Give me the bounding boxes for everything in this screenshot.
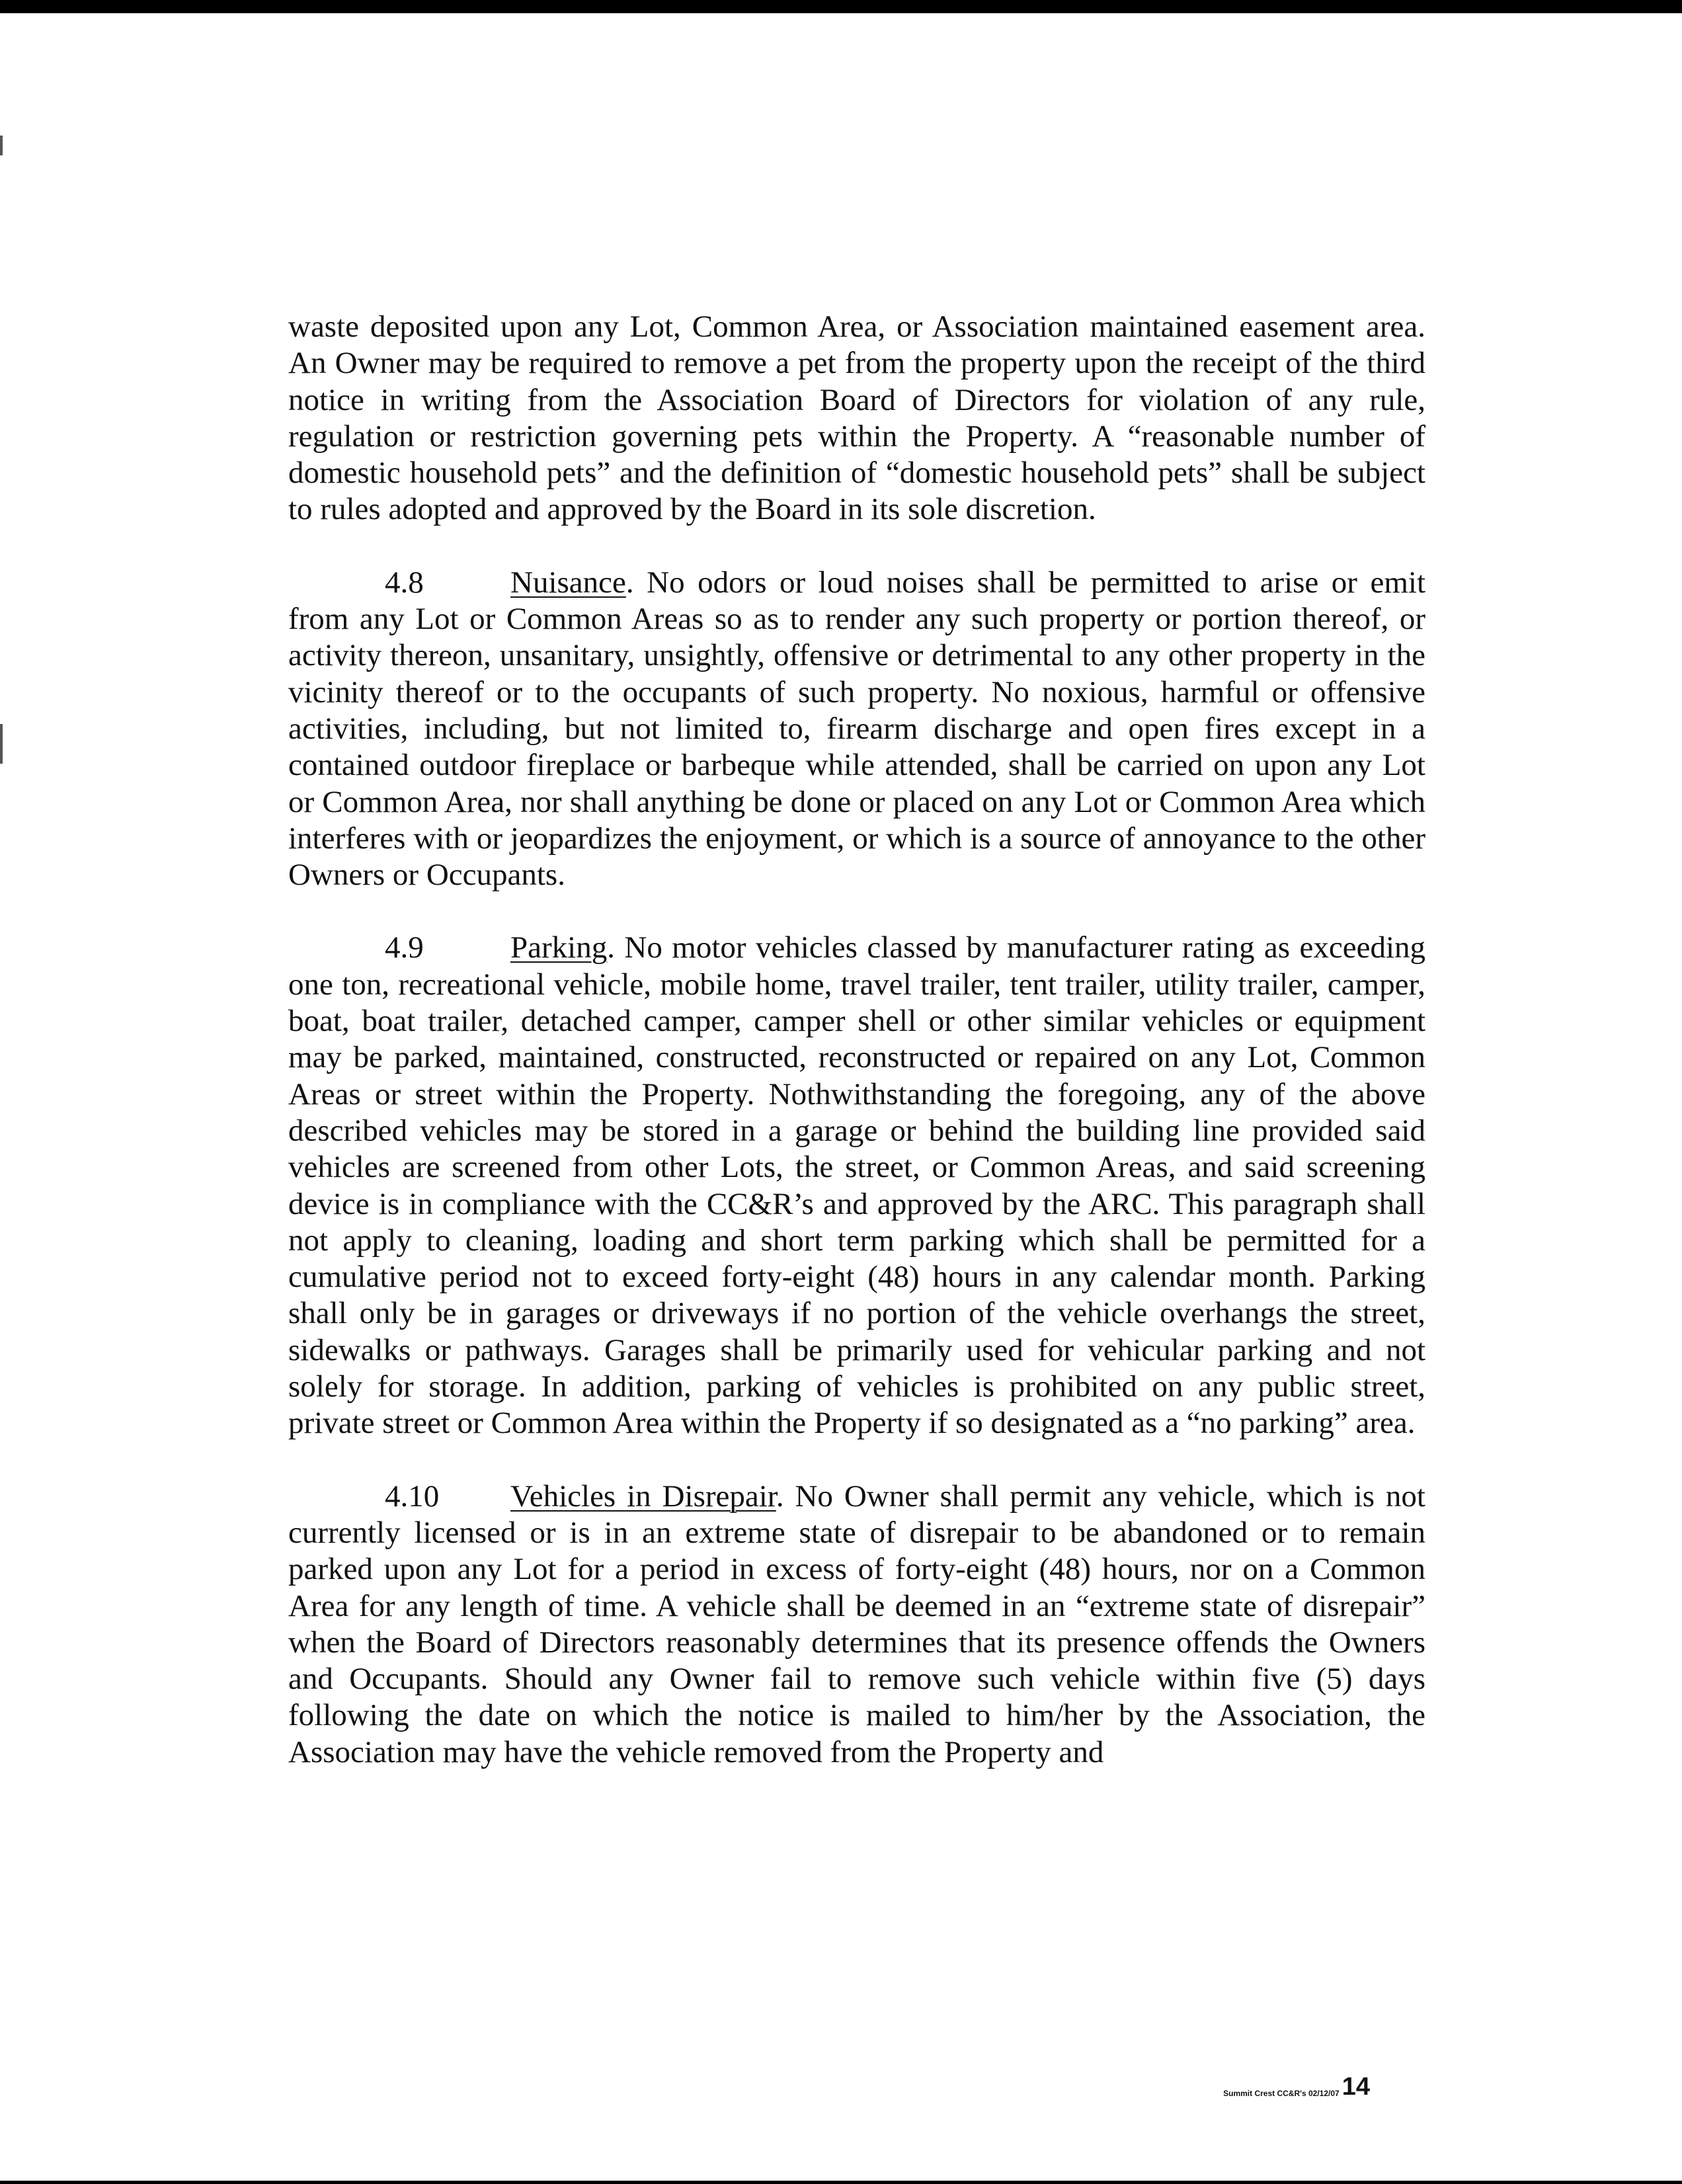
scan-top-border [0, 0, 1682, 13]
section-body: . No motor vehicles classed by manufacturer rating as exceeding one ton, recreational vehicle, mobile home, travel trailer, tent trailer, utility trailer, camper, boat, boat trailer, detached camper, camper shell or other similar vehicles or equipment may be parked, maintained, constructed, reconstructed or repaired on any Lot, Common Areas or street within the Property. Nothwithstanding the foregoing, any of the above described vehicles may be stored in a garage or behind the building line provided said vehicles are screened from other Lots, the street, or Common Areas, and said screening device is in compliance with the CC&R’s and approved by the ARC. This paragraph shall not apply to cleaning, loading and short term parking which shall be permitted for a cumulative period not to exceed forty-eight (48) hours in any calendar month. Parking shall only be in garages or driveways if no portion of the vehicle overhangs the street, sidewalks or pathways. Garages shall be primarily used for vehicular parking and not solely for storage. In addition, parking of vehicles is prohibited on any public street, private street or Common Area within the Property if so designated as a “no parking” area. [288, 930, 1425, 1441]
continued-paragraph: waste deposited upon any Lot, Common Area, or Association maintained easement area. An Owner may be required to remove a pet from the property upon the receipt of the third notice in writing from the Association Board of Directors for violation of any rule, regulation or restriction governing pets within the Property. A “reasonable number of domestic household pets” and the definition of “domestic household pets” shall be subject to rules adopted and approved by the Board in its sole discretion. [288, 309, 1425, 527]
scan-edge-mark [0, 136, 3, 155]
footer-document-label: Summit Crest CC&R's 02/12/07 [1223, 2089, 1340, 2098]
section-title: Parking [510, 930, 608, 965]
section-4-8 [288, 565, 1425, 894]
scan-edge-mark [0, 724, 3, 764]
section-4-9 [288, 930, 1425, 1441]
page-number: 14 [1342, 2073, 1370, 2101]
page-content [288, 309, 1425, 1771]
section-4-10 [288, 1478, 1425, 1771]
section-number: 4.9 [385, 930, 424, 965]
scan-bottom-border [0, 2181, 1682, 2184]
section-body: . No Owner shall permit any vehicle, which is not currently licensed or is in an extreme state of disrepair to be abandoned or to remain parked upon any Lot for a period in excess of forty-eight (48) hours, nor on a Common Area for any length of time. A vehicle shall be deemed in an “extreme state of disrepair” when the Board of Directors reasonably determines that its presence offends the Owners and Occupants. Should any Owner fail to remove such vehicle within five (5) days following the date on which the notice is mailed to him/her by the Association, the Association may have the vehicle removed from the Property and [288, 1478, 1425, 1769]
page-footer [1170, 2073, 1370, 2099]
section-title: Nuisance [510, 565, 626, 600]
section-title: Vehicles in Disrepair [510, 1478, 776, 1514]
section-number: 4.10 [385, 1478, 440, 1514]
section-body: . No odors or loud noises shall be permitted to arise or emit from any Lot or Common Areas so as to render any such property or portion thereof, or activity thereon, unsanitary, unsightly, offensive or detrimental to any other property in the vicinity thereof or to the occupants of such property. No noxious, harmful or offensive activities, including, but not limited to, firearm discharge and open fires except in a contained outdoor fireplace or barbeque while attended, shall be carried on upon any Lot or Common Area, nor shall anything be done or placed on any Lot or Common Area which interferes with or jeopardizes the enjoyment, or which is a source of annoyance to the other Owners or Occupants. [288, 565, 1425, 893]
section-number: 4.8 [385, 565, 424, 600]
